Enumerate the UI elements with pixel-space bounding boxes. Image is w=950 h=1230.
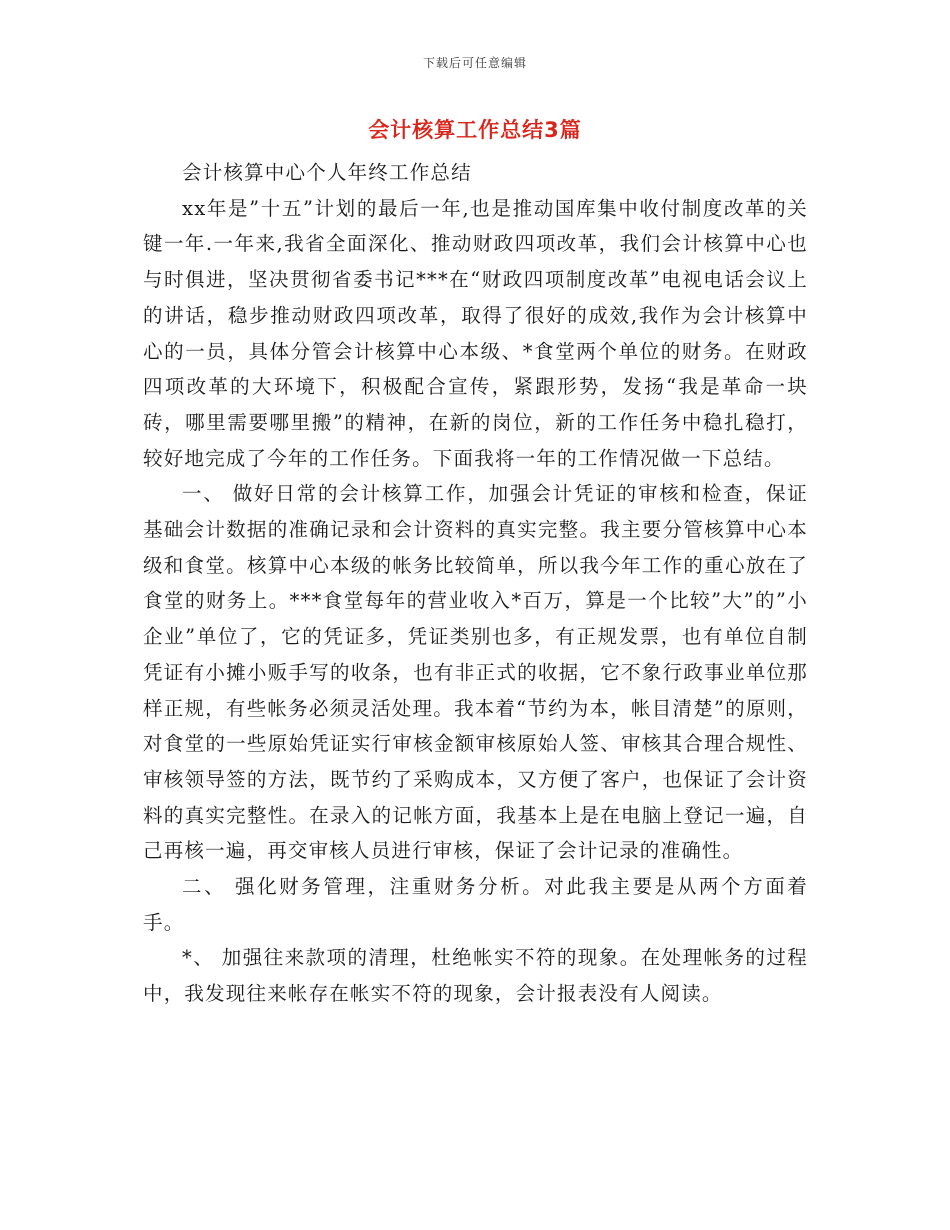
document-body — [143, 155, 808, 1012]
paragraph-intro: xx年是”十五”计划的最后一年,也是推动国库集中收付制度改革的关键一年.一年来,我省全面深化、推动财政四项改革，我们会计核算中心也与时俱进，坚决贯彻省委书记***在“财政四项制度改革”电视电话会议上的讲话，稳步推动财政四项改革，取得了很好的成效,我作为会计核算中心的一员，具体分管会计核算中心本级、*食堂两个单位的财务。在财政四项改革的大环境下，积极配合宣传，紧跟形势，发扬“我是革命一块砖，哪里需要哪里搬”的精神，在新的岗位，新的工作任务中稳扎稳打，较好地完成了今年的工作任务。下面我将一年的工作情况做一下总结。 — [143, 196, 808, 470]
document-title: 会计核算工作总结3篇 — [368, 118, 582, 142]
paragraph-subtitle: 会计核算中心个人年终工作总结 — [182, 161, 472, 184]
paragraph-section-2: 二、 强化财务管理，注重财务分析。对此我主要是从两个方面着手。 — [143, 875, 808, 934]
paragraph-subsection: *、 加强往来款项的清理，杜绝帐实不符的现象。在处理帐务的过程中，我发现往来帐存在帐实不符的现象，会计报表没有人阅读。 — [143, 946, 808, 1006]
paragraph-section-1: 一、 做好日常的会计核算工作，加强会计凭证的审核和检查，保证基础会计数据的准确记录和会计资料的真实完整。我主要分管核算中心本级和食堂。核算中心本级的帐务比较简单，所以我今年工作的重心放在了食堂的财务上。***食堂每年的营业收入*百万，算是一个比较”大”的”小企业”单位了，它的凭证多，凭证类别也多，有正规发票，也有单位自制凭证有小摊小贩手写的收条，也有非正式的收据，它不象行政事业单位那样正规，有些帐务必须灵活处理。我本着“节约为本，帐目清楚”的原则，对食堂的一些原始凭证实行审核金额审核原始人签、审核其合理合规性、审核领导签的方法，既节约了采购成本，又方便了客户，也保证了会计资料的真实完整性。在录入的记帐方面，我基本上是在电脑上登记一遍，自己再核一遍，再交审核人员进行审核，保证了会计记录的准确性。 — [143, 482, 808, 863]
header-note: 下载后可任意编辑 — [422, 56, 527, 70]
